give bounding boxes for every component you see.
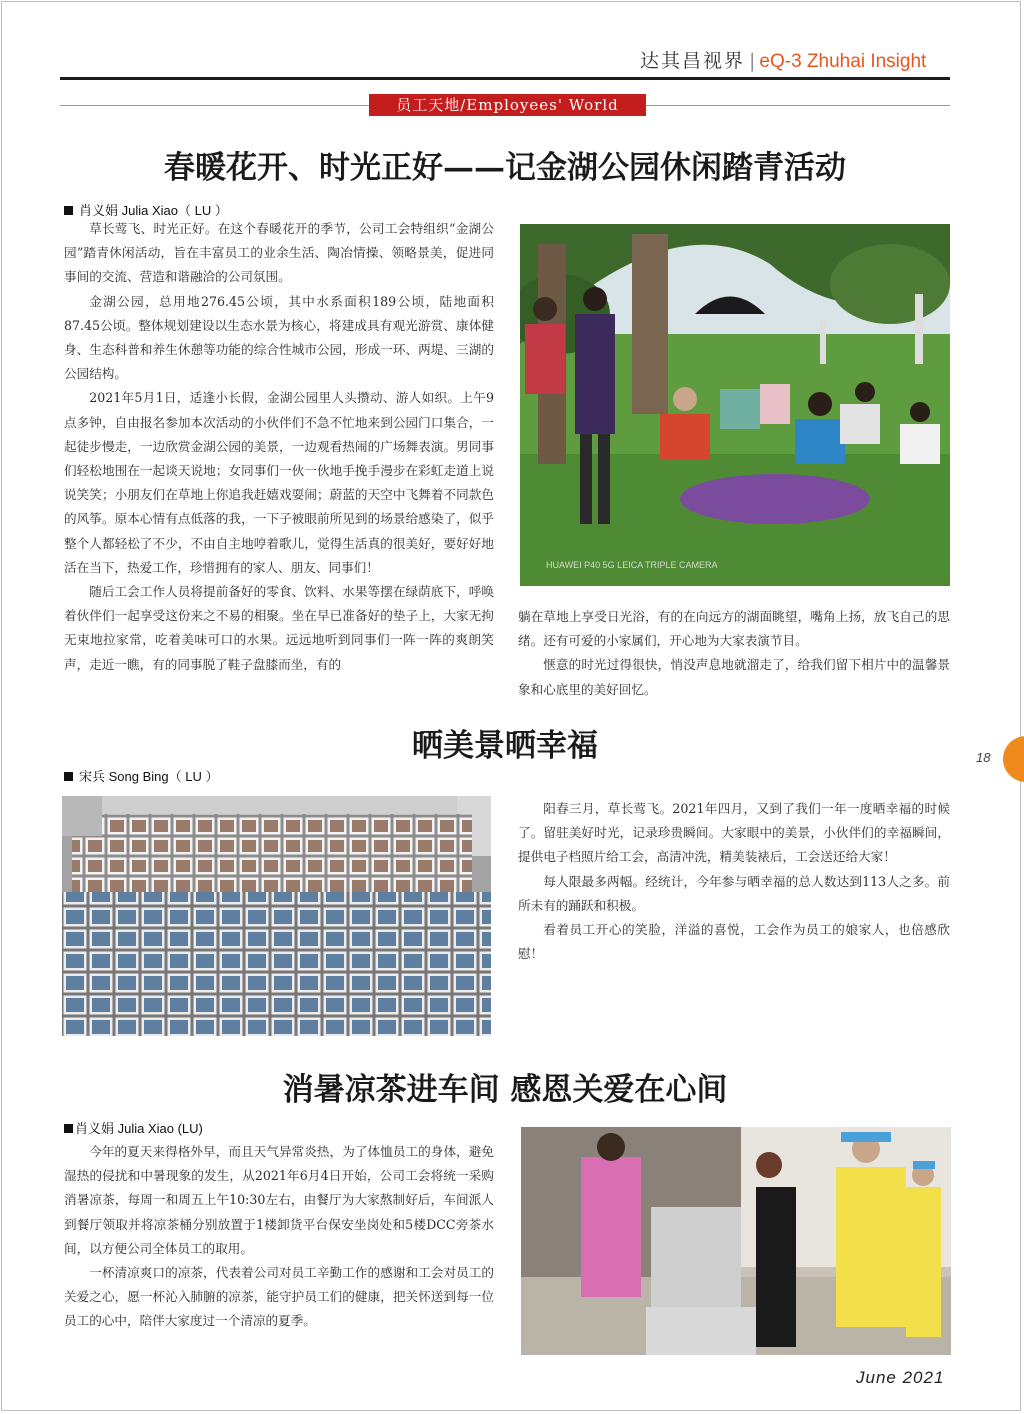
article3-body xyxy=(64,1140,494,1334)
paragraph: 金湖公园，总用地276.45公顷，其中水系面积189公顷，陆地面积87.45公顷。整体规划建设以生态水景为核心，将建成具有观光游赏、康体健身、生态科普和养生休憩等功能的综合性城市公园，形成一环、两堤、三湖的公园结构。 xyxy=(64,293,494,382)
paragraph: 每人限最多两幅。经统计，今年参与晒幸福的总人数达到113人之多。前所未有的踊跃和积极。 xyxy=(518,873,950,913)
article1-column1 xyxy=(64,217,494,677)
paragraph: 惬意的时光过得很快，悄没声息地就溜走了，给我们留下相片中的温馨景象和心底里的美好回忆。 xyxy=(518,657,950,697)
article1-title: 春暖花开、时光正好——记金湖公园休闲踏青活动 xyxy=(164,150,846,186)
section-label: 员工天地/Employees' World xyxy=(369,94,646,116)
masthead-cn: 达其昌视界 xyxy=(640,50,746,72)
park-picnic-photo xyxy=(520,224,950,586)
article1-column2 xyxy=(518,605,950,702)
framed-photos-illustration xyxy=(62,796,491,1036)
photo-wall-photo xyxy=(62,796,491,1036)
paragraph: 躺在草地上享受日光浴，有的在向远方的湖面眺望，嘴角上扬，放飞自己的思绪。还有可爱的小家属们，开心地为大家表演节目。 xyxy=(518,609,950,649)
park-picnic-illustration xyxy=(520,224,950,586)
paragraph: 阳春三月，草长莺飞。2021年四月，又到了我们一年一度晒幸福的时候了。留驻美好时光，记录珍贵瞬间。大家眼中的美景，小伙伴们的幸福瞬间，提供电子档照片给工会，高清冲洗，精美装裱后，工会送还给大家！ xyxy=(518,801,950,865)
paragraph: 看着员工开心的笑脸，洋溢的喜悦，工会作为员工的娘家人，也倍感欣慰！ xyxy=(518,922,950,962)
paragraph: 2021年5月1日，适逢小长假，金湖公园里人头攒动、游人如织。上午9点多钟，自由报名参加本次活动的小伙伴们不急不忙地来到公园门口集合，一起徒步慢走，一边欣赏金湖公园的美景，一边观看热闹的广场舞表演。男同事们轻松地围在一起谈天说地；女同事们一伙一伙地手挽手漫步在彩虹走道上说说笑笑；小朋友们在草地上你追我赶嬉戏耍闹；蔚蓝的天空中飞舞着不同款色的风筝。原本心情有点低落的我，一下子被眼前所见到的场景给感染了，似乎整个人都轻松了不少，不由自主地哼着歌儿，觉得生活真的很美好，要好好地活在当下，热爱工作，珍惜拥有的家人、朋友、同事们！ xyxy=(64,390,494,575)
issue-date: June 2021 xyxy=(856,1368,945,1387)
article3-author: 肖义娟 Julia Xiao (LU) xyxy=(64,1118,203,1137)
paragraph: 随后工会工作人员将提前备好的零食、饮料、水果等摆在绿荫底下，呼唤着伙伴们一起享受这份来之不易的相聚。坐在早已准备好的垫子上，大家无拘无束地拉家常，吃着美味可口的水果。远远地听到同事们一阵一阵的爽朗笑声，走近一瞧，有的同事脱了鞋子盘膝而坐，有的 xyxy=(64,584,494,672)
page-number: 18 xyxy=(976,750,991,765)
bullet-square-icon xyxy=(64,206,73,215)
header-rule xyxy=(60,77,950,80)
bullet-square-icon xyxy=(64,772,73,781)
article2-body xyxy=(518,797,950,966)
masthead-brand: eQ-3 Zhuhai Insight xyxy=(759,51,927,72)
article3-title: 消暑凉茶进车间 感恩关爱在心间 xyxy=(282,1072,728,1108)
article2-title: 晒美景晒幸福 xyxy=(412,728,598,764)
paragraph: 一杯清凉爽口的凉茶，代表着公司对员工辛勤工作的感谢和工会对员工的关爱之心，愿一杯沁入肺腑的凉茶，能守护员工们的健康，把关怀送到每一位员工的心中，陪伴大家度过一个清凉的夏季。 xyxy=(64,1265,494,1329)
article2-author: 宋兵 Song Bing（ LU ） xyxy=(64,766,218,785)
paragraph: 今年的夏天来得格外早，而且天气异常炎热，为了体恤员工的身体，避免湿热的侵扰和中暑现象的发生，从2021年6月4日开始，公司工会将统一采购消暑凉茶，每周一和周五上午10:30左右，由餐厅为大家熬制好后，车间派人到餐厅领取并将凉茶桶分别放置于1楼卸货平台保安坐岗处和5楼DCC旁茶水间，以方便公司全体员工的取用。 xyxy=(64,1144,494,1256)
paragraph: 草长莺飞、时光正好。在这个春暖花开的季节，公司工会特组织“金湖公园”踏青休闲活动，旨在丰富员工的业余生活、陶冶情操、领略景美，促进同事间的交流、营造和谐融洽的公司氛围。 xyxy=(64,221,494,285)
herbal-tea-illustration xyxy=(521,1127,951,1355)
camera-watermark: HUAWEI P40 5G LEICA TRIPLE CAMERA xyxy=(546,560,718,570)
bullet-square-icon xyxy=(64,1124,73,1133)
masthead xyxy=(640,46,926,73)
masthead-separator: | xyxy=(749,50,756,72)
herbal-tea-photo xyxy=(521,1127,951,1355)
article1-author: 肖义娟 Julia Xiao（ LU ） xyxy=(64,200,228,219)
